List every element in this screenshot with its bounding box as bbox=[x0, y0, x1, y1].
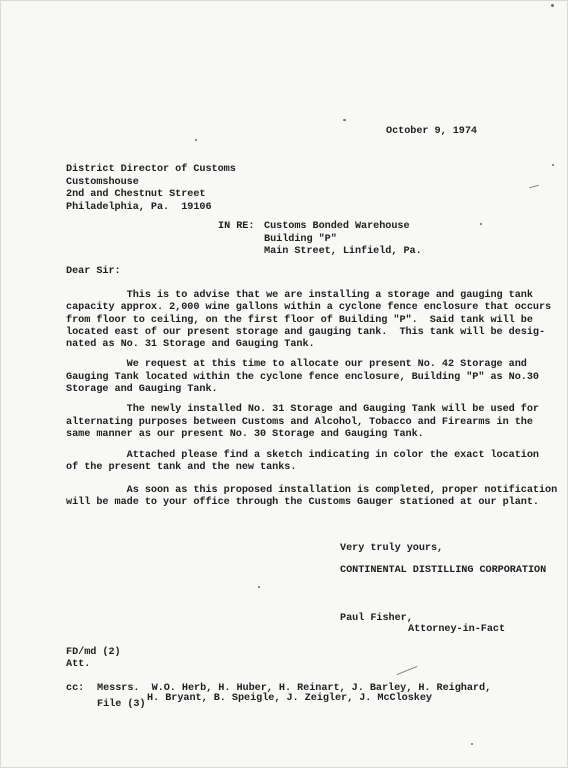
body-line: of the present tank and the new tanks. bbox=[66, 462, 297, 473]
body-line: located east of our present storage and gauging tank. This tank will be desig- bbox=[66, 327, 546, 338]
body-line: The newly installed No. 31 Storage and Gauging Tank will be used for bbox=[66, 404, 539, 415]
body-line: Storage and Gauging Tank. bbox=[66, 384, 218, 395]
body-line: Gauging Tank located within the cyclone fence enclosure, Building "P" as No.30 bbox=[66, 372, 539, 383]
signer-title: Attorney-in-Fact bbox=[408, 624, 506, 635]
scan-speck bbox=[480, 223, 482, 225]
attachment-note: Att. bbox=[66, 659, 91, 670]
body-line: from floor to ceiling, on the first floor of Building "P". Said tank will be bbox=[66, 315, 533, 326]
reference-line: Main Street, Linfield, Pa. bbox=[264, 246, 422, 257]
letter-date: October 9, 1974 bbox=[386, 126, 477, 137]
scan-mark bbox=[529, 185, 539, 189]
cc-line: Messrs. W.O. Herb, H. Huber, H. Reinart, J. Barley, H. Reighard, bbox=[97, 683, 492, 694]
typist-initials: FD/md (2) bbox=[66, 647, 121, 658]
scan-speck bbox=[258, 586, 260, 588]
body-line: same manner as our present No. 30 Storage and Gauging Tank. bbox=[66, 429, 424, 440]
body-line: nated as No. 31 Storage and Gauging Tank. bbox=[66, 339, 315, 350]
addressee-line: District Director of Customs bbox=[66, 164, 236, 175]
closing: Very truly yours, bbox=[340, 543, 444, 554]
cc-label: cc: bbox=[66, 683, 85, 694]
signer-name: Paul Fisher, bbox=[340, 613, 413, 624]
addressee-line: Philadelphia, Pa. 19106 bbox=[66, 202, 212, 213]
company-name: CONTINENTAL DISTILLING CORPORATION bbox=[340, 565, 547, 576]
scan-speck bbox=[195, 139, 197, 141]
body-line: will be made to your office through the Customs Gauger stationed at our plant. bbox=[66, 497, 539, 508]
body-line: alternating purposes between Customs and Alcohol, Tobacco and Firearms in the bbox=[66, 417, 533, 428]
addressee-line: 2nd and Chestnut Street bbox=[66, 189, 206, 200]
reference-label: IN RE: bbox=[218, 221, 255, 232]
reference-line: Customs Bonded Warehouse bbox=[264, 221, 410, 232]
scan-speck bbox=[551, 4, 554, 7]
salutation: Dear Sir: bbox=[66, 266, 121, 277]
scan-speck bbox=[471, 743, 473, 745]
scan-speck bbox=[343, 119, 346, 121]
cc-line: H. Bryant, B. Speigle, J. Zeigler, J. McCloskey bbox=[147, 693, 432, 704]
body-line: This is to advise that we are installing a storage and gauging tank bbox=[66, 290, 533, 301]
pen-mark bbox=[397, 666, 418, 675]
body-line: capacity approx. 2,000 wine gallons within a cyclone fence enclosure that occurs bbox=[66, 302, 552, 313]
reference-line: Building "P" bbox=[264, 234, 337, 245]
file-note: File (3) bbox=[97, 699, 146, 710]
body-line: Attached please find a sketch indicating in color the exact location bbox=[66, 450, 539, 461]
addressee-line: Customshouse bbox=[66, 177, 139, 188]
body-line: We request at this time to allocate our present No. 42 Storage and bbox=[66, 359, 527, 370]
body-line: As soon as this proposed installation is completed, proper notification bbox=[66, 485, 558, 496]
scan-speck bbox=[552, 164, 554, 166]
